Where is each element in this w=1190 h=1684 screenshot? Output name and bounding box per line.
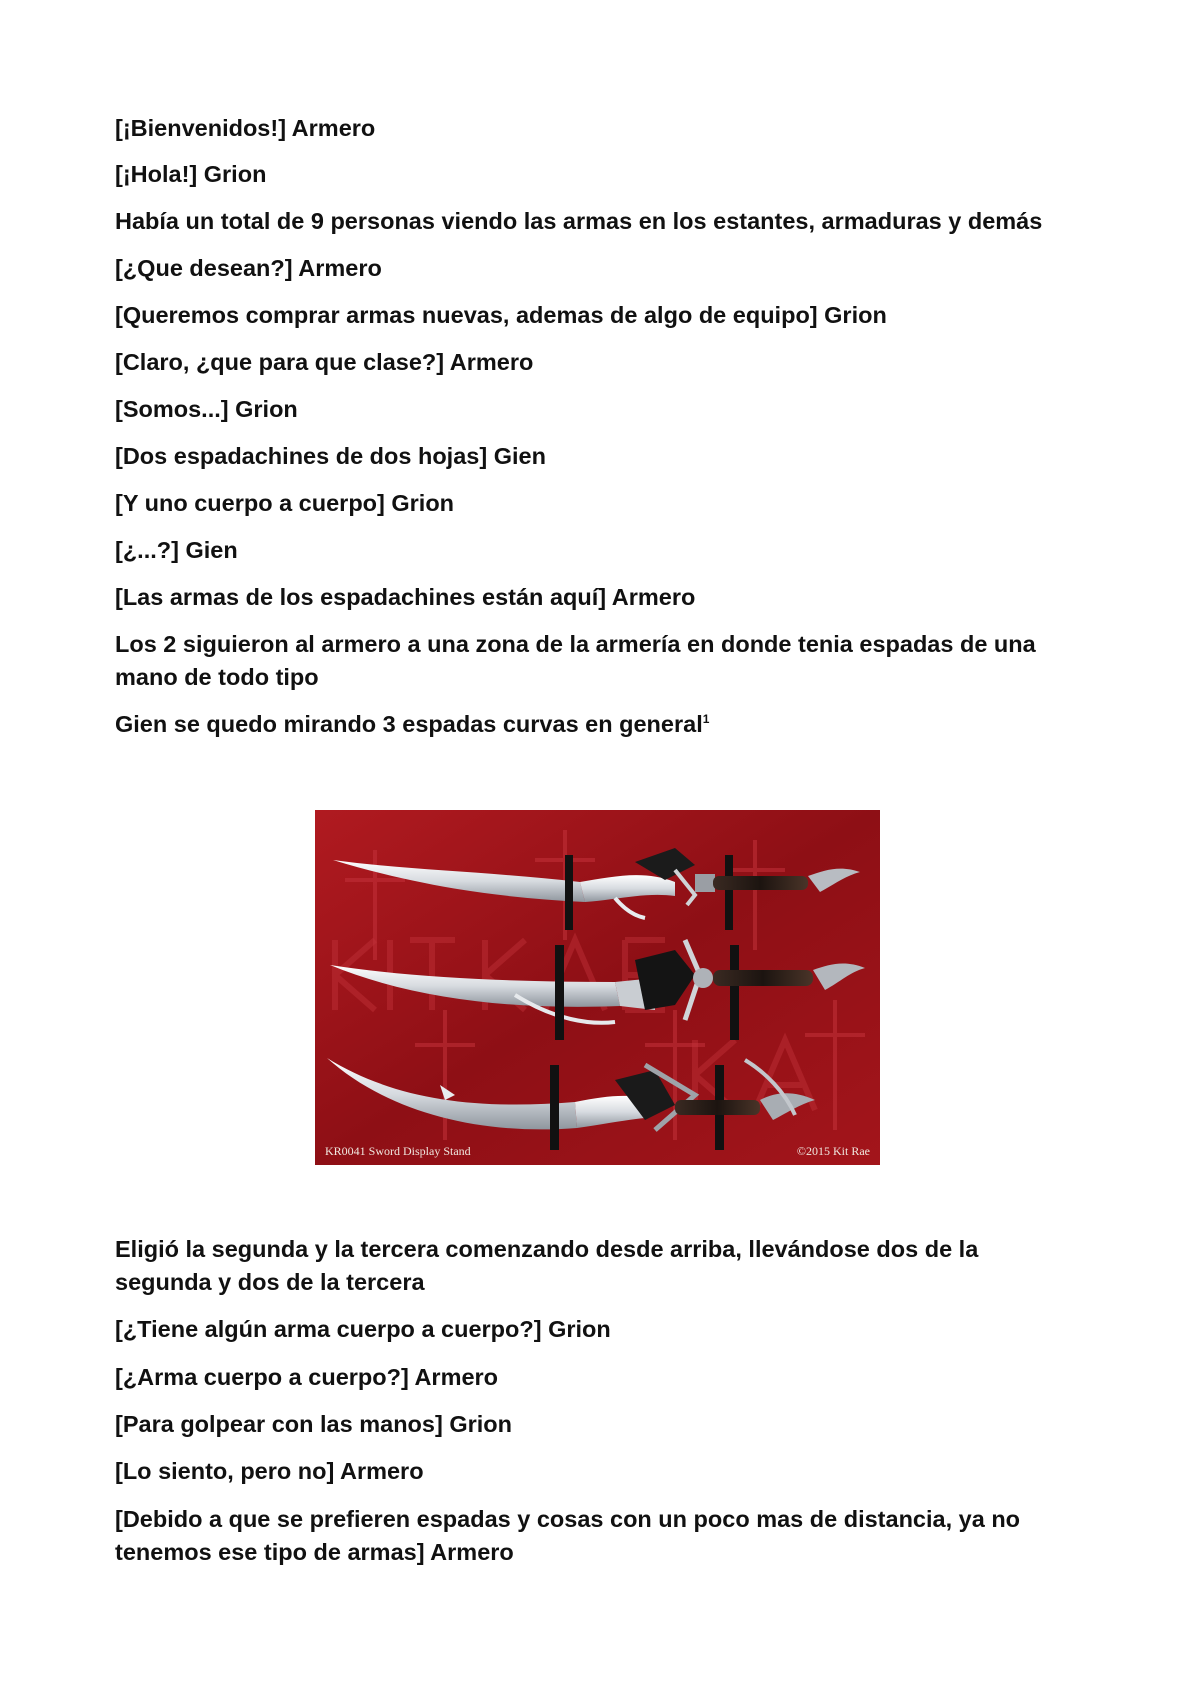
dialogue-line-8: [Dos espadachines de dos hojas] Gien [115, 443, 546, 469]
dialogue-line-10: [¿...?] Gien [115, 537, 238, 563]
dialogue-line-2: [¡Hola!] Grion [115, 161, 267, 187]
image-caption-right: ©2015 Kit Rae [796, 1144, 870, 1158]
image-caption-left: KR0041 Sword Display Stand [325, 1144, 471, 1158]
dialogue-line-19: [Debido a que se prefieren espadas y cosas con un poco mas de distancia, ya no tenemos ese tipo de armas] Armero [115, 1506, 1021, 1565]
dialogue-line-15: [¿Tiene algún arma cuerpo a cuerpo?] Grion [115, 1316, 611, 1342]
narration-line-3: Había un total de 9 personas viendo las armas en los estantes, armaduras y demás [115, 208, 1043, 234]
narration-line-13-text: Gien se quedo mirando 3 espadas curvas en general [115, 711, 703, 737]
dialogue-line-4: [¿Que desean?] Armero [115, 255, 382, 281]
dialogue-line-1: [¡Bienvenidos!] Armero [115, 115, 376, 141]
dialogue-line-18: [Lo siento, pero no] Armero [115, 1458, 424, 1484]
narration-line-13 [115, 708, 1075, 741]
dialogue-line-11: [Las armas de los espadachines están aquí] Armero [115, 584, 696, 610]
narration-line-12: Los 2 siguieron al armero a una zona de la armería en donde tenia espadas de una mano de todo tipo [115, 631, 1036, 690]
dialogue-line-9: [Y uno cuerpo a cuerpo] Grion [115, 490, 455, 516]
dialogue-line-5: [Queremos comprar armas nuevas, ademas de algo de equipo] Grion [115, 302, 887, 328]
dialogue-line-6: [Claro, ¿que para que clase?] Armero [115, 349, 534, 375]
footnote-reference[interactable]: 1 [702, 712, 710, 727]
dialogue-line-17: [Para golpear con las manos] Grion [115, 1411, 512, 1437]
swords-illustration [315, 810, 880, 1165]
dialogue-line-7: [Somos...] Grion [115, 396, 298, 422]
dialogue-line-16: [¿Arma cuerpo a cuerpo?] Armero [115, 1364, 499, 1390]
narration-line-14: Eligió la segunda y la tercera comenzando desde arriba, llevándose dos de la segunda y dos de la tercera [115, 1236, 979, 1295]
swords-display-image [315, 810, 880, 1165]
